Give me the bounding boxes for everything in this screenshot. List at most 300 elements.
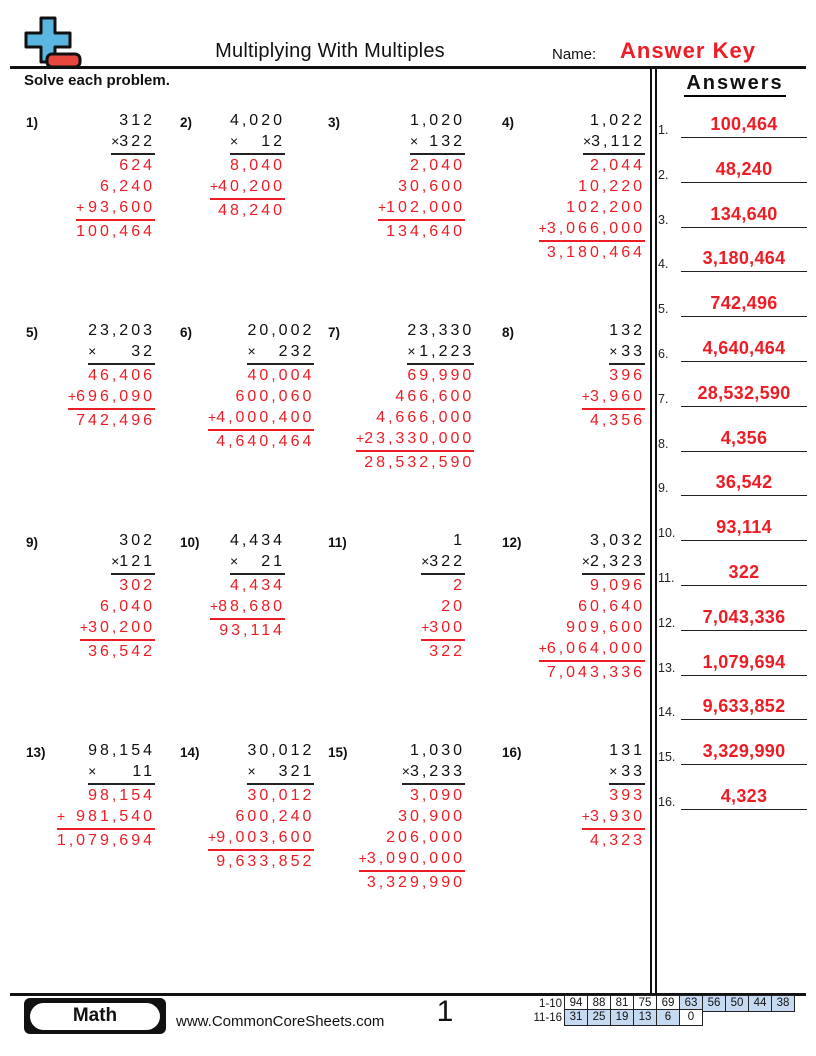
factors-block [230, 110, 285, 155]
last-partial: 3,930 [589, 808, 645, 825]
multiplicand: 131 [609, 742, 645, 759]
partial-product: 30,012 [247, 787, 315, 804]
answer-value: 36,542 [681, 472, 807, 496]
multiply-icon: × [229, 553, 239, 569]
answer-value: 100,464 [681, 114, 807, 138]
last-partial-row [76, 197, 155, 221]
work-block [539, 110, 645, 263]
multiplier-row [111, 551, 155, 572]
answer-value: 93,114 [681, 517, 807, 541]
last-partial: 9,003,600 [216, 829, 315, 846]
multiplier: 11 [132, 763, 155, 780]
score-cell: 6 [656, 1009, 680, 1026]
answer-value: 134,640 [681, 204, 807, 228]
page-number: 1 [436, 995, 454, 1028]
answer-value: 3,180,464 [681, 248, 807, 272]
answer-row [657, 684, 810, 720]
answer-number: 5. [658, 302, 669, 317]
multiplier: 321 [278, 763, 315, 780]
product-total: 36,542 [88, 643, 155, 660]
instruction-text: Solve each problem. [24, 72, 170, 89]
last-partial: 981,540 [76, 808, 155, 825]
multiplier-row [609, 761, 645, 782]
multiplier-row [582, 551, 645, 572]
score-cell: 44 [748, 995, 772, 1012]
partial-product: 60,640 [578, 598, 645, 615]
problem [0, 522, 160, 732]
problem-number: 16) [502, 745, 522, 760]
last-partial: 102,000 [386, 199, 465, 216]
problem [290, 102, 470, 312]
partial-product: 600,060 [235, 388, 315, 405]
answer-row [657, 550, 810, 586]
score-cell: 81 [610, 995, 634, 1012]
work-block [210, 530, 285, 641]
plus-icon: + [581, 388, 590, 404]
last-partial-row [539, 218, 645, 242]
multiplier: 33 [621, 343, 645, 360]
partial-product: 909,600 [566, 619, 645, 636]
last-partial: 696,090 [76, 388, 155, 405]
partial-product: 102,200 [566, 199, 645, 216]
product-total: 28,532,590 [364, 454, 475, 471]
score-cell: 63 [679, 995, 703, 1012]
last-partial-row [210, 176, 285, 200]
score-cell: 19 [610, 1009, 634, 1026]
problem [290, 522, 470, 732]
score-range-label: 11-16 [533, 1011, 562, 1024]
answer-value: 322 [681, 562, 807, 586]
last-partial: 4,000,400 [216, 409, 315, 426]
problem-number: 6) [180, 325, 193, 340]
work-block [421, 530, 465, 662]
answer-row [657, 595, 810, 631]
multiplicand: 20,002 [247, 322, 315, 339]
multiply-icon: × [409, 133, 419, 149]
last-partial: 3,090,000 [366, 850, 465, 867]
answer-value: 3,329,990 [681, 741, 807, 765]
multiply-icon: × [229, 133, 239, 149]
partial-product: 206,000 [386, 829, 465, 846]
answer-value: 1,079,694 [681, 652, 807, 676]
multiplier: 132 [429, 133, 465, 150]
plus-icon: + [76, 199, 85, 215]
score-cell: 25 [587, 1009, 611, 1026]
partial-product: 2,040 [409, 157, 465, 174]
answer-row [657, 281, 810, 317]
last-partial-row [359, 848, 465, 872]
partial-product: 40,004 [247, 367, 315, 384]
product-total: 4,640,464 [216, 433, 315, 450]
problem [160, 102, 290, 312]
multiply-icon: × [247, 763, 256, 779]
product-total: 3,180,464 [546, 244, 645, 261]
answer-number: 9. [658, 481, 669, 496]
answer-number: 8. [658, 436, 669, 451]
answer-row [657, 460, 810, 496]
plus-icon: + [79, 619, 89, 635]
factors-block [88, 740, 155, 785]
problems-grid [0, 102, 652, 942]
score-range-label: 1-10 [538, 997, 562, 1010]
subject-badge-label: Math [30, 1003, 160, 1030]
partial-product: 396 [609, 367, 645, 384]
multiply-icon: × [88, 343, 97, 359]
plus-icon: + [56, 808, 65, 824]
partial-product: 69,990 [407, 367, 475, 384]
score-cell: 50 [725, 995, 749, 1012]
multiplier: 21 [261, 553, 285, 570]
factors-block [407, 320, 474, 365]
factors-block [230, 530, 285, 575]
last-partial-row [80, 617, 155, 641]
multiplicand: 302 [119, 532, 155, 549]
multiplicand: 1,020 [409, 112, 465, 129]
multiplier-row [583, 131, 645, 152]
multiplicand: 98,154 [88, 742, 155, 759]
work-area [208, 110, 290, 312]
score-cell: 13 [633, 1009, 657, 1026]
page-title: Multiplying With Multiples [215, 40, 445, 62]
last-partial: 30,200 [88, 619, 155, 636]
last-partial: 300 [429, 619, 465, 636]
answer-row [657, 192, 810, 228]
partial-product: 6,240 [99, 178, 155, 195]
problem [290, 312, 475, 522]
work-area [208, 530, 290, 732]
work-area [54, 530, 160, 732]
partial-product: 4,434 [229, 577, 285, 594]
factors-block [582, 530, 645, 575]
work-area [54, 320, 160, 522]
score-cell: 0 [679, 1009, 703, 1026]
multiply-icon: × [609, 763, 618, 779]
multiply-icon: × [609, 343, 618, 359]
problem-number: 7) [328, 325, 341, 340]
multiplier-row [421, 551, 465, 572]
partial-product: 2 [453, 577, 465, 594]
multiplicand: 1,030 [409, 742, 465, 759]
multiplier-row [88, 341, 155, 362]
product-total: 3,329,990 [366, 874, 465, 891]
product-total: 9,633,852 [216, 853, 315, 870]
problem-number: 15) [328, 745, 348, 760]
partial-product: 30,900 [398, 808, 465, 825]
work-block [582, 320, 645, 431]
multiplier-row [230, 551, 285, 572]
answers-header: Answers [660, 72, 810, 95]
work-block [356, 320, 474, 473]
problem [0, 102, 160, 312]
answer-number: 7. [658, 391, 669, 406]
factors-block [402, 740, 465, 785]
multiplier-row [407, 341, 474, 362]
plus-icon: + [358, 850, 367, 866]
plus-icon: + [538, 640, 547, 656]
multiplier-row [402, 761, 465, 782]
partial-product: 600,240 [235, 808, 315, 825]
multiplicand: 1 [453, 532, 465, 549]
multiply-icon: × [247, 343, 256, 359]
multiplicand: 23,203 [88, 322, 155, 339]
problem-number: 9) [26, 535, 39, 550]
answer-key-text: Answer Key [620, 38, 756, 63]
last-partial: 93,600 [88, 199, 155, 216]
problem [0, 732, 160, 942]
problem-number: 2) [180, 115, 193, 130]
answer-number: 14. [658, 705, 676, 720]
multiplicand: 3,032 [589, 532, 645, 549]
answer-value: 48,240 [681, 159, 807, 183]
answer-number: 1. [658, 123, 669, 137]
answer-number: 15. [658, 750, 676, 765]
multiplier: 121 [119, 553, 155, 570]
multiplier-row [88, 761, 155, 782]
product-total: 322 [429, 643, 465, 660]
answer-number: 13. [658, 660, 676, 675]
multiplier: 33 [621, 763, 645, 780]
product-total: 4,356 [589, 412, 645, 429]
multiplier: 3,233 [409, 763, 465, 780]
plus-icon: + [208, 409, 217, 425]
answer-value: 4,323 [681, 786, 807, 810]
answer-value: 28,532,590 [681, 383, 807, 407]
answer-number: 10. [658, 526, 676, 541]
multiplier: 12 [261, 133, 285, 150]
multiplier: 322 [119, 133, 155, 150]
plus-icon: + [356, 430, 365, 446]
problem [160, 522, 290, 732]
problem-number: 3) [328, 115, 341, 130]
multiplicand: 4,020 [229, 112, 285, 129]
answer-row [657, 729, 810, 765]
work-area [530, 740, 650, 942]
last-partial-row [539, 638, 645, 662]
problem-number: 4) [502, 115, 515, 130]
partial-product: 46,406 [88, 367, 155, 384]
factors-block [111, 110, 155, 155]
plus-icon: + [581, 808, 590, 824]
product-total: 4,323 [589, 832, 645, 849]
work-block [80, 530, 155, 662]
problem-number: 1) [26, 115, 39, 130]
multiplier: 322 [429, 553, 465, 570]
problem [470, 102, 650, 312]
answer-number: 4. [658, 257, 669, 272]
problem [0, 312, 160, 522]
factors-block [609, 320, 645, 365]
answer-number: 6. [658, 347, 669, 361]
multiplicand: 312 [119, 112, 155, 129]
work-area [54, 740, 160, 942]
problem-number: 12) [502, 535, 522, 550]
multiply-icon: × [88, 763, 97, 779]
partial-product: 466,600 [395, 388, 475, 405]
answer-row [657, 505, 810, 541]
answer-number: 2. [658, 167, 669, 182]
plus-icon: + [377, 199, 387, 215]
problem-number: 5) [26, 325, 39, 340]
partial-product: 302 [119, 577, 155, 594]
multiplier: 232 [278, 343, 315, 360]
work-block [68, 320, 155, 431]
last-partial-row [582, 806, 645, 830]
score-cell: 38 [771, 995, 795, 1012]
multiplicand: 132 [609, 322, 645, 339]
multiplier: 3,112 [591, 133, 645, 150]
work-area [356, 110, 470, 312]
answer-value: 7,043,336 [681, 607, 807, 631]
last-partial-row [378, 197, 465, 221]
score-cell: 69 [656, 995, 680, 1012]
work-block [539, 530, 645, 683]
multiplicand: 23,330 [407, 322, 475, 339]
factors-block [410, 110, 465, 155]
answer-number: 11. [658, 571, 675, 585]
score-row [522, 1010, 795, 1025]
multiply-icon: × [407, 343, 416, 359]
answer-value: 9,633,852 [681, 696, 807, 720]
plus-icon: + [421, 619, 430, 635]
factors-block [111, 530, 155, 575]
name-label: Name: [552, 46, 597, 63]
problem-number: 13) [26, 745, 46, 760]
last-partial: 23,330,000 [364, 430, 475, 447]
multiply-icon: × [111, 553, 120, 569]
multiplicand: 30,012 [247, 742, 315, 759]
problem [290, 732, 470, 942]
multiplier-row [111, 131, 155, 152]
product-total: 7,043,336 [546, 664, 645, 681]
multiply-icon: × [421, 553, 430, 569]
work-block [210, 110, 285, 221]
multiplicand: 4,434 [229, 532, 285, 549]
work-block [582, 740, 645, 851]
work-area [54, 110, 160, 312]
multiplicand: 1,022 [589, 112, 645, 129]
answer-row [657, 640, 810, 676]
work-block [57, 740, 155, 851]
multiply-icon: × [582, 133, 592, 149]
last-partial: 6,064,000 [546, 640, 645, 657]
last-partial-row [68, 386, 155, 410]
plus-icon: + [67, 388, 77, 404]
multiply-icon: × [401, 763, 410, 779]
answer-value: 4,640,464 [681, 338, 807, 362]
plus-icon: + [209, 598, 219, 614]
score-cell: 31 [564, 1009, 588, 1026]
last-partial: 40,200 [218, 178, 285, 195]
last-partial-row [57, 806, 155, 830]
last-partial: 3,960 [589, 388, 645, 405]
score-cell: 75 [633, 995, 657, 1012]
factors-block [88, 320, 155, 365]
subject-badge [24, 998, 166, 1034]
work-area [356, 530, 470, 732]
answer-row [657, 416, 810, 452]
product-total: 134,640 [386, 223, 465, 240]
last-partial: 88,680 [218, 598, 285, 615]
factors-block [421, 530, 465, 575]
problem [160, 732, 315, 942]
product-total: 93,114 [219, 622, 285, 639]
problem [470, 522, 650, 732]
partial-product: 8,040 [229, 157, 285, 174]
partial-product: 2,044 [589, 157, 645, 174]
product-total: 48,240 [218, 202, 285, 219]
problem [470, 312, 650, 522]
last-partial-row [210, 596, 285, 620]
problem-number: 10) [180, 535, 200, 550]
answer-number: 12. [658, 615, 676, 630]
last-partial: 3,066,000 [546, 220, 645, 237]
answer-value: 742,496 [681, 293, 807, 317]
plus-icon: + [208, 829, 217, 845]
answer-value: 4,356 [681, 428, 807, 452]
product-total: 742,496 [76, 412, 155, 429]
partial-product: 3,090 [409, 787, 465, 804]
work-area [356, 320, 479, 522]
last-partial-row [582, 386, 645, 410]
plus-icon: + [209, 178, 219, 194]
multiplier: 2,323 [589, 553, 645, 570]
partial-product: 624 [119, 157, 155, 174]
partial-product: 98,154 [88, 787, 155, 804]
answer-row [657, 236, 810, 272]
multiplier-row [230, 131, 285, 152]
problem-number: 11) [328, 535, 347, 550]
work-area [530, 320, 650, 522]
website-text: www.CommonCoreSheets.com [176, 1013, 385, 1030]
answer-row [657, 371, 810, 407]
header-divider [10, 66, 806, 69]
plus-icon: + [538, 220, 547, 236]
multiplier-row [609, 341, 645, 362]
problem-number: 8) [502, 325, 515, 340]
answer-row [657, 102, 810, 138]
multiplier-row [410, 131, 465, 152]
partial-product: 393 [609, 787, 645, 804]
problem [470, 732, 650, 942]
answer-number: 16. [658, 795, 676, 809]
work-area [530, 530, 650, 732]
work-block [359, 740, 465, 893]
last-partial-row [356, 428, 474, 452]
partial-product: 20 [441, 598, 465, 615]
work-area [530, 110, 650, 312]
score-cell: 94 [564, 995, 588, 1012]
factors-block [609, 740, 645, 785]
score-cell: 88 [587, 995, 611, 1012]
partial-product: 9,096 [589, 577, 645, 594]
answer-number: 3. [658, 212, 669, 227]
product-total: 100,464 [76, 223, 155, 240]
partial-product: 6,040 [99, 598, 155, 615]
multiply-icon: × [581, 553, 590, 569]
work-area [356, 740, 470, 942]
problem-number: 14) [180, 745, 200, 760]
multiply-icon: × [111, 133, 120, 149]
answer-row [657, 326, 810, 362]
score-cell: 56 [702, 995, 726, 1012]
last-partial-row [421, 617, 465, 641]
multiplier: 32 [131, 343, 155, 360]
work-block [76, 110, 155, 242]
answer-row [657, 147, 810, 183]
score-table [522, 996, 795, 1025]
factors-block [583, 110, 645, 155]
partial-product: 30,600 [398, 178, 465, 195]
